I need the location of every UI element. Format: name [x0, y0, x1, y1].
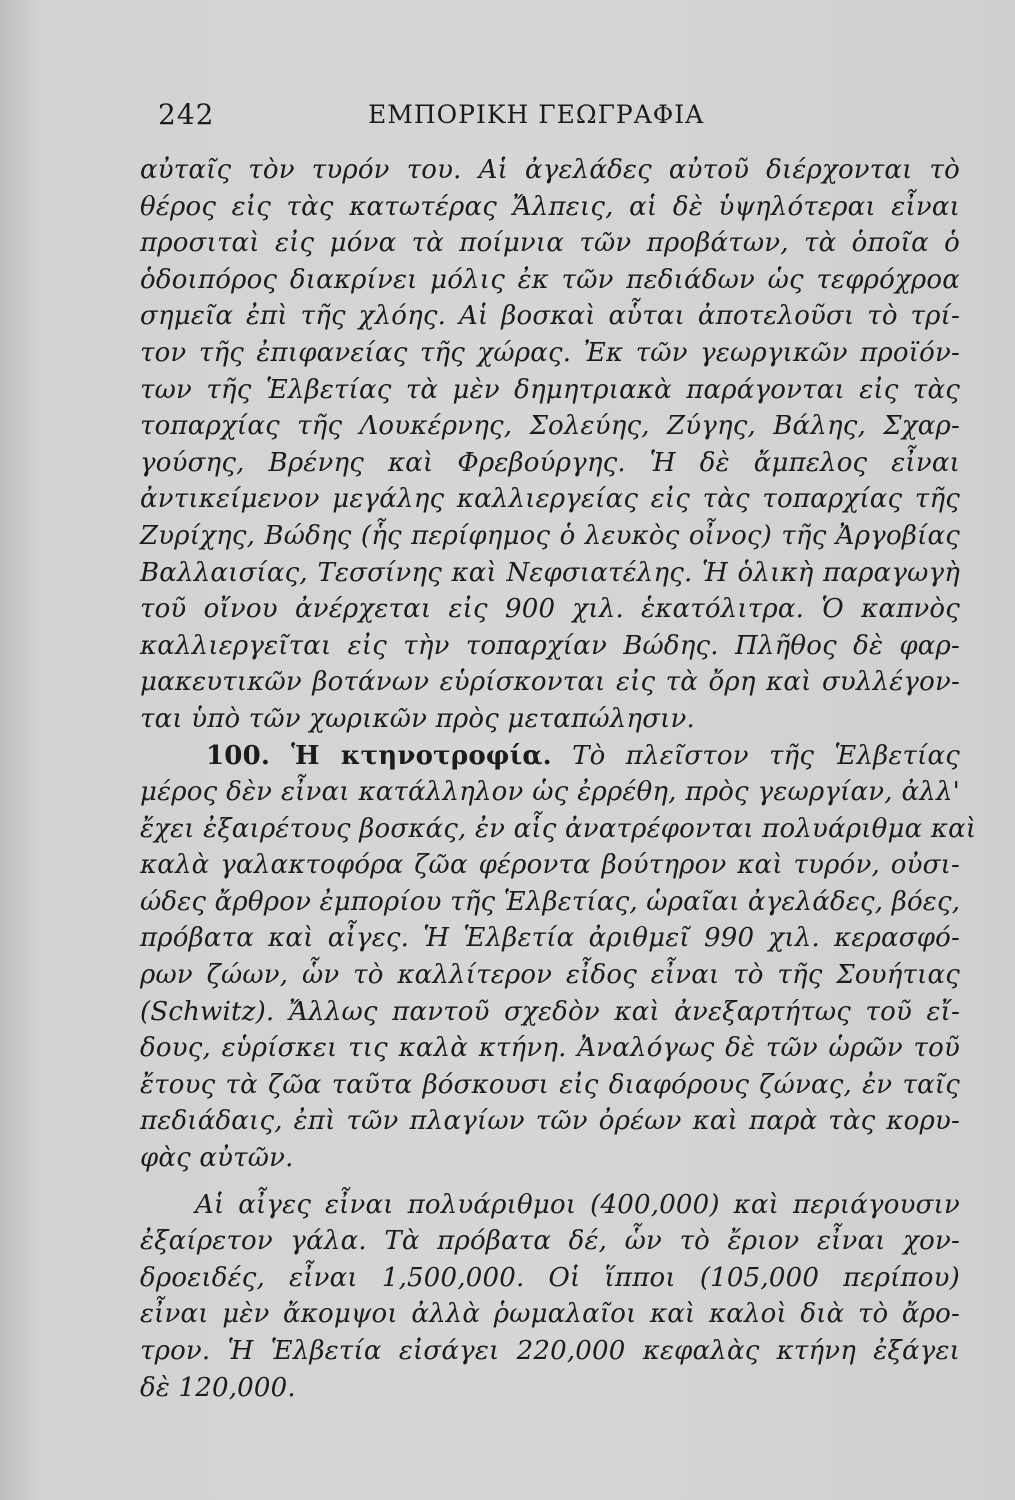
text-line: σημεῖα ἐπὶ τῆς χλόης. Αἱ βοσκαὶ αὗται ἀποτελοῦσι τὸ τρί- — [140, 301, 960, 332]
text-line: των τῆς Ἑλβετίας τὰ μὲν δημητριακὰ παράγονται εἰς τὰς — [140, 374, 960, 405]
text-line: καλὰ γαλακτοφόρα ζῶα φέροντα βούτηρον καὶ τυρόν, οὐσι- — [140, 850, 960, 881]
text-line: Βαλλαισίας, Τεσσίνης καὶ Νεφσιατέλης. Ἡ ὁλικὴ παραγωγὴ — [140, 557, 960, 588]
page-number: 242 — [158, 98, 215, 131]
text-line: τοῦ οἴνου ἀνέρχεται εἰς 900 χιλ. ἑκατόλιτρα. Ὁ καπνὸς — [140, 594, 960, 625]
text-line: Αἱ αἶγες εἶναι πολυάριθμοι (400,000) καὶ περιάγουσιν — [195, 1189, 960, 1220]
running-title: ΕΜΠΟΡΙΚΗ ΓΕΩΓΡΑΦΙΑ — [368, 100, 705, 129]
text-line: (Schwitz). Ἄλλως παντοῦ σχεδὸν καὶ ἀνεξαρτήτως τοῦ εἴ- — [140, 996, 960, 1027]
text-line: τρον. Ἡ Ἑλβετία εἰσάγει 220,000 κεφαλὰς κτήνη ἐξάγει — [140, 1336, 960, 1366]
paragraph — [140, 152, 960, 738]
text-line: θέρος εἰς τὰς κατωτέρας Ἄλπεις, αἱ δὲ ὑψηλότεραι εἶναι — [140, 191, 960, 222]
text-line: ἀντικείμενον μεγάλης καλλιεργείας εἰς τὰς τοπαρχίας τῆς — [140, 484, 960, 515]
body-text — [140, 152, 977, 1406]
text-line: ἔτους τὰ ζῶα ταῦτα βόσκουσι εἰς διαφόρους ζώνας, ἐν ταῖς — [140, 1069, 960, 1100]
text-line: φὰς αὐτῶν. — [140, 1143, 294, 1174]
text-line: τον τῆς ἐπιφανείας τῆς χώρας. Ἐκ τῶν γεωργικῶν προϊόν- — [140, 337, 960, 368]
text-line: ρων ζώων, ὧν τὸ καλλίτερον εἶδος εἶναι τὸ τῆς Σουήτιας — [140, 960, 960, 991]
section-heading-line — [140, 738, 960, 775]
text-line: πρόβατα καὶ αἶγες. Ἡ Ἑλβετία ἀριθμεῖ 990 χιλ. κερασφό- — [140, 923, 960, 954]
text-line: Ζυρίχης, Βώδης (ἧς περίφημος ὁ λευκὸς οἶνος) τῆς Ἀργοβίας — [140, 520, 960, 551]
text-line: ὁδοιπόρος διακρίνει μόλις ἐκ τῶν πεδιάδων ὡς τεφρόχροα — [140, 264, 960, 295]
section-heading: 100. Ἡ κτηνοτροφία. — [206, 740, 552, 771]
text-line: καλλιεργεῖται εἰς τὴν τοπαρχίαν Βώδης. Πλῆθος δὲ φαρ- — [140, 630, 960, 661]
text-line: ώδες ἄρθρον ἐμπορίου τῆς Ἑλβετίας, ὡραῖαι ἀγελάδες, βόες, — [140, 886, 961, 917]
text-run: Τὸ πλεῖστον τῆς Ἑλβετίας — [572, 740, 961, 771]
text-line: μακευτικῶν βοτάνων εὑρίσκονται εἰς τὰ ὄρη καὶ συλλέγον- — [140, 667, 960, 698]
text-line: ἐξαίρετον γάλα. Τὰ πρόβατα δέ, ὧν τὸ ἔριον εἶναι χον- — [140, 1226, 960, 1257]
paragraph-gap — [140, 1177, 960, 1187]
text-line: δροειδές, εἶναι 1,500,000. Οἱ ἵπποι (105,000 περίπου) — [140, 1262, 960, 1293]
text-line: δὲ 120,000. — [140, 1372, 296, 1403]
text-line: αὐταῖς τὸν τυρόν του. Αἱ ἀγελάδες αὐτοῦ διέρχονται τὸ — [140, 155, 960, 185]
text-line: μέρος δὲν εἶναι κατάλληλον ὡς ἐρρέθη, πρὸς γεωργίαν, ἀλλ' — [140, 777, 960, 808]
text-line: πεδιάδαις, ἐπὶ τῶν πλαγίων τῶν ὀρέων καὶ παρὰ τὰς κορυ- — [140, 1106, 960, 1137]
text-line: ται ὑπὸ τῶν χωρικῶν πρὸς μεταπώλησιν. — [140, 703, 696, 734]
text-line: γούσης, Βρένης καὶ Φρεβούργης. Ἡ δὲ ἄμπελος εἶναι — [140, 447, 960, 478]
text-line: προσιταὶ εἰς μόνα τὰ ποίμνια τῶν προβάτων, τὰ ὁποῖα ὁ — [140, 228, 960, 259]
paragraph — [140, 1187, 960, 1407]
text-line: τοπαρχίας τῆς Λουκέρνης, Σολεύης, Ζύγης, Βάλης, Σχαρ- — [140, 411, 960, 442]
text-line: δους, εὑρίσκει τις καλὰ κτήνη. Ἀναλόγως δὲ τῶν ὡρῶν τοῦ — [140, 1033, 960, 1064]
page-header — [158, 98, 958, 138]
text-line: ἔχει ἐξαιρέτους βοσκάς, ἐν αἷς ἀνατρέφονται πολυάριθμα καὶ — [140, 813, 977, 844]
paragraph — [140, 738, 977, 1177]
text-line: εἶναι μὲν ἄκομψοι ἀλλὰ ῥωμαλαῖοι καὶ καλοὶ διὰ τὸ ἄρο- — [140, 1299, 960, 1330]
